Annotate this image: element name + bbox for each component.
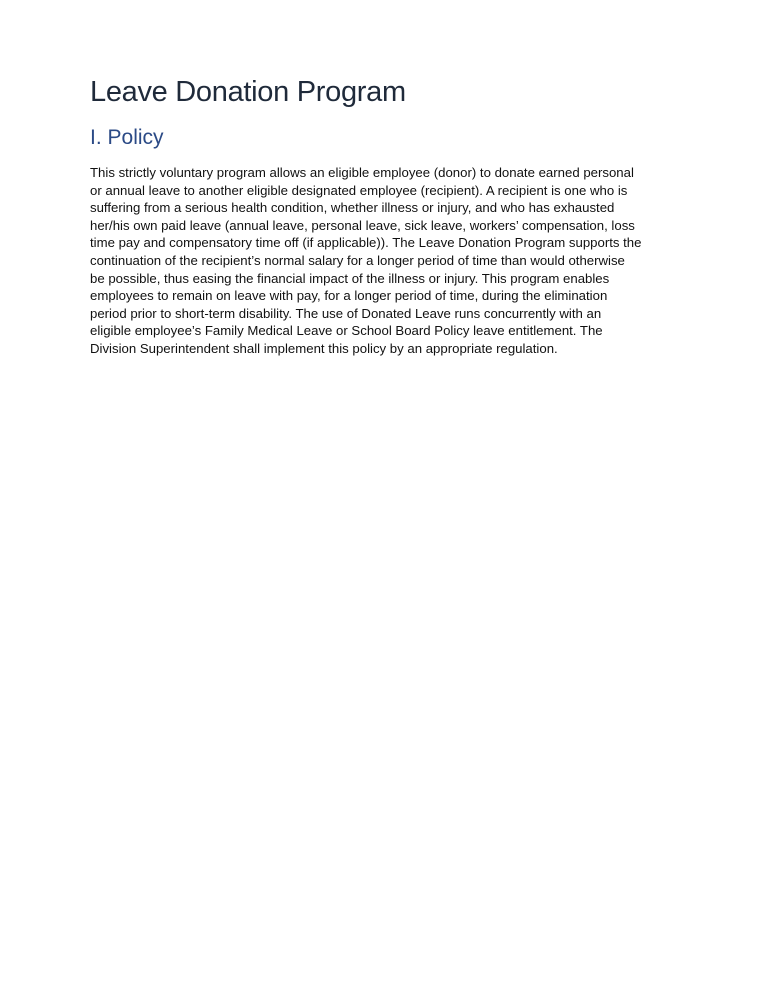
paragraph-line: suffering from a serious health condition, whether illness or injury, and who has exhausted <box>90 200 615 216</box>
paragraph-line: This strictly voluntary program allows an eligible employee (donor) to donate earned personal <box>90 165 634 180</box>
policy-paragraph <box>90 164 690 358</box>
section-heading: I. Policy <box>90 126 164 149</box>
paragraph-line: be possible, thus easing the financial impact of the illness or injury. This program enables <box>90 270 610 286</box>
document-title: Leave Donation Program <box>90 76 406 108</box>
paragraph-line: time pay and compensatory time off (if applicable)). The Leave Donation Program supports the <box>90 235 642 251</box>
paragraph-line: period prior to short-term disability. The use of Donated Leave runs concurrently with an <box>90 305 602 321</box>
paragraph-line: eligible employee’s Family Medical Leave or School Board Policy leave entitlement. The <box>90 323 603 339</box>
paragraph-line: employees to remain on leave with pay, for a longer period of time, during the elimination <box>90 288 608 304</box>
paragraph-line: continuation of the recipient’s normal salary for a longer period of time than would otherwise <box>90 252 625 268</box>
paragraph-line: or annual leave to another eligible designated employee (recipient). A recipient is one who is <box>90 182 628 198</box>
paragraph-line: her/his own paid leave (annual leave, personal leave, sick leave, workers’ compensation, loss <box>90 217 635 233</box>
paragraph-line: Division Superintendent shall implement this policy by an appropriate regulation. <box>90 340 558 356</box>
